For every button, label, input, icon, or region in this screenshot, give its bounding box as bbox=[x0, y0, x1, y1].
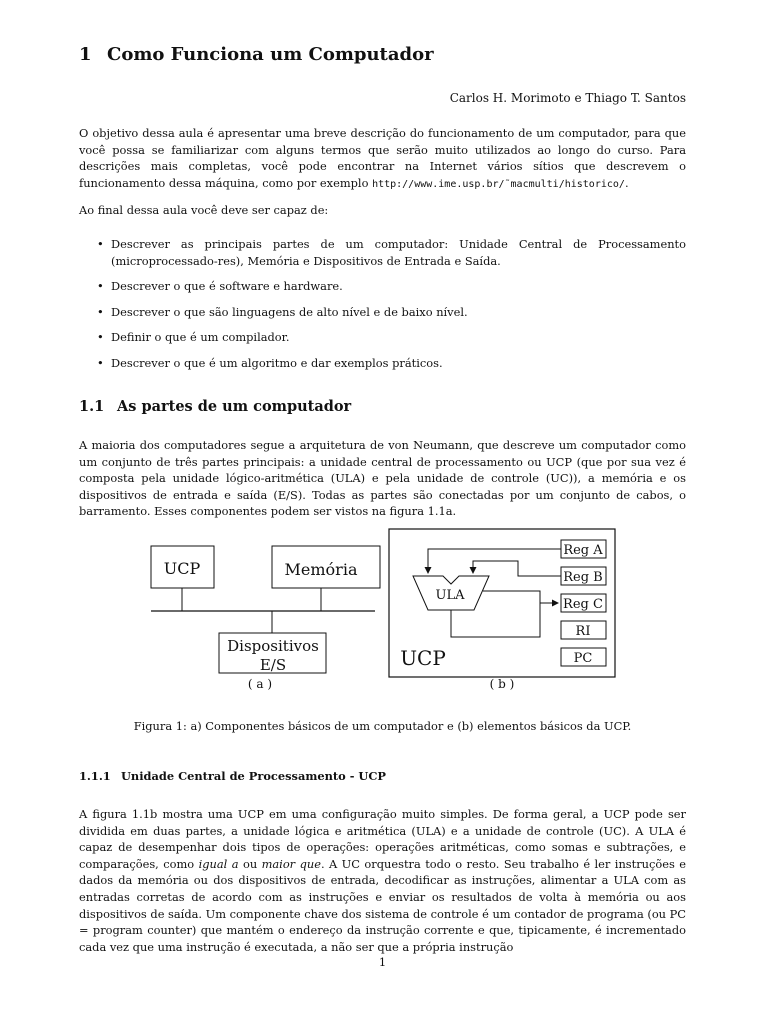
subsection-number: 1.1 bbox=[79, 398, 105, 415]
intro-text: O objetivo dessa aula é apresentar uma breve descrição do funcionamento de um computador, para que você possa se familiarizar com alguns termos que serão muito utilizados ao longo do curso. Para descrições mais completas, você pode encontrar na Internet vários sítios que descrevem o funcionamento dessa máquina, como por exemplo bbox=[79, 126, 686, 190]
intro-paragraph bbox=[79, 125, 686, 193]
ula-label: ULA bbox=[435, 588, 465, 603]
bullet: • bbox=[97, 304, 104, 319]
goal-item: • Definir o que é um compilador. bbox=[97, 330, 290, 345]
es-label: E/S bbox=[259, 656, 287, 674]
section-number: 1 bbox=[79, 44, 92, 65]
bullet: • bbox=[97, 355, 104, 370]
reg-a-label: Reg A bbox=[563, 543, 603, 558]
figure-b-label: ( b ) bbox=[489, 677, 515, 691]
goal-item: • Descrever o que é software e hardware. bbox=[97, 279, 343, 294]
reg-b-label: Reg B bbox=[563, 570, 603, 585]
wire-ri bbox=[483, 591, 540, 621]
subsection-title bbox=[79, 398, 351, 415]
goals-list bbox=[79, 236, 686, 381]
subsubsection-number: 1.1.1 bbox=[79, 769, 111, 783]
subsection-title-text: As partes de um computador bbox=[117, 398, 352, 415]
emphasis-igual-a: igual a bbox=[198, 856, 239, 871]
goal-item: • Descrever o que é um algoritmo e dar exemplos práticos. bbox=[97, 355, 443, 370]
bullet: • bbox=[97, 330, 104, 345]
figure-a-label: ( a ) bbox=[247, 677, 273, 691]
diagram-a bbox=[151, 546, 380, 691]
section-title-text: Como Funciona um Computador bbox=[107, 44, 434, 65]
page-number: 1 bbox=[378, 955, 387, 969]
figure-1 bbox=[148, 527, 618, 697]
wire-ula-out bbox=[451, 603, 558, 637]
memoria-label: Memória bbox=[284, 560, 358, 579]
goal-item: • Descrever as principais partes de um computador: Unidade Central de Processamento (microprocessado-res), Memória e Dispositivos de Entrada e Saída. bbox=[97, 237, 686, 268]
intro-text-end: . bbox=[624, 175, 629, 190]
section-title bbox=[79, 44, 434, 65]
reference-url[interactable]: http://www.ime.usp.br/˜macmulti/historico/ bbox=[372, 178, 625, 190]
ucp-paragraph: A figura 1.1b mostra uma UCP em uma configuração muito simples. De forma geral, a UCP pode ser dividida em duas partes, a unidade lógica e aritmética (ULA) e a unidade de controle (UC). A ULA é capaz de desempenhar dois tipos de operações: operações aritméticas, como somas e subtrações, e comparações, como igual a ou maior que. A UC orquestra todo o resto. Seu trabalho é ler instruções e dados da memória ou dos dispositivos de entrada, decodificar as instruções, alimentar a ULA com as entradas corretas de acordo com as instruções e enviar os resultados de volta à memória ou aos dispositivos de saída. Um componente chave dos sistema de controle é um contador de programa (ou PC = program counter) que mantém o endereço da instrução corrente e que, tipicamente, é incrementado cada vez que uma instrução é executada, a não ser que a própria instrução bbox=[79, 807, 687, 954]
wire-reg-b bbox=[473, 561, 561, 576]
goals-intro: Ao final dessa aula você deve ser capaz de: bbox=[79, 203, 329, 217]
bullet: • bbox=[97, 237, 104, 251]
figure-caption: Figura 1: a) Componentes básicos de um computador e (b) elementos básicos da UCP. bbox=[133, 719, 632, 734]
diagram-b bbox=[389, 529, 615, 691]
ri-label: RI bbox=[575, 624, 591, 639]
reg-c-label: Reg C bbox=[563, 597, 603, 612]
subsection-paragraph: A maioria dos computadores segue a arquitetura de von Neumann, que descreve um computador como um conjunto de três partes principais: a unidade central de processamento ou UCP (que por sua vez é composta pela unidade lógico-aritmética (ULA) e pela unidade de controle (UC)), a memória e os dispositivos de entrada e saída (E/S). Todas as partes são conectadas por um conjunto de cabos, o barramento. Esses componentes podem ser vistos na figura 1.1a. bbox=[79, 438, 686, 519]
goal-item: • Descrever o que são linguagens de alto nível e de baixo nível. bbox=[97, 304, 468, 319]
subsubsection-title-text: Unidade Central de Processamento - UCP bbox=[121, 769, 386, 783]
authors: Carlos H. Morimoto e Thiago T. Santos bbox=[449, 91, 686, 105]
bullet: • bbox=[97, 279, 104, 294]
dispositivos-label: Dispositivos bbox=[227, 637, 319, 655]
ucp-label: UCP bbox=[163, 559, 201, 578]
subsubsection-title bbox=[79, 769, 386, 783]
pc-label: PC bbox=[573, 651, 593, 666]
emphasis-maior-que: maior que bbox=[261, 856, 321, 871]
ucp-b-label: UCP bbox=[400, 646, 446, 670]
